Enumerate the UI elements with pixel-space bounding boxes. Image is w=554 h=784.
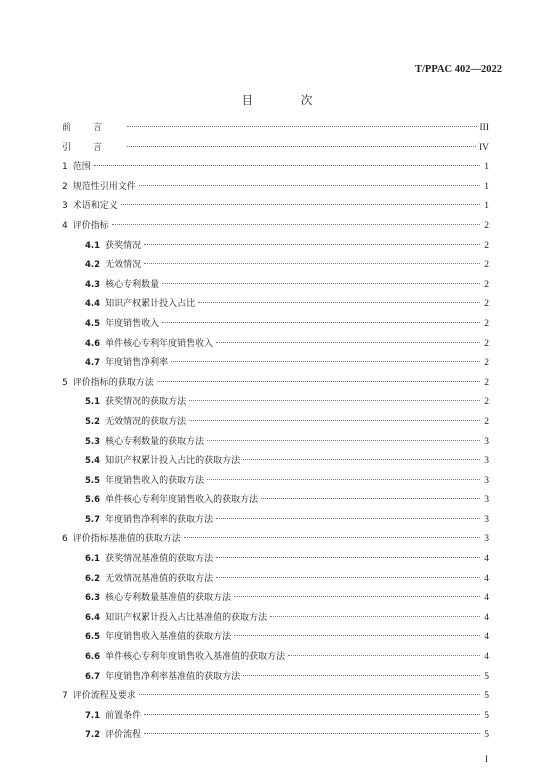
toc-entry-label: 无效情况基准值的获取方法 <box>105 573 214 584</box>
dot-leader <box>139 693 480 695</box>
toc-entry-number: 6.4 <box>85 612 101 623</box>
toc-entry-number: 5.3 <box>85 436 101 447</box>
toc-entry-page: 2 <box>484 416 489 427</box>
table-of-contents <box>62 119 489 746</box>
toc-entry-number: 7.2 <box>85 730 101 741</box>
toc-entry[interactable] <box>62 648 489 668</box>
toc-entry[interactable] <box>62 726 489 746</box>
toc-entry-number: 3 <box>62 201 68 212</box>
toc-entry[interactable] <box>62 139 489 159</box>
dot-leader <box>216 576 480 578</box>
toc-entry[interactable] <box>62 374 489 394</box>
toc-entry-label: 单件核心专利年度销售收入 <box>105 338 214 349</box>
toc-entry[interactable] <box>62 315 489 335</box>
toc-entry[interactable] <box>62 609 489 629</box>
toc-entry-label: 知识产权累计投入占比 <box>105 299 196 310</box>
toc-entry-page: 5 <box>484 691 489 702</box>
dot-leader <box>171 360 480 362</box>
toc-entry-label: 前置条件 <box>105 710 142 721</box>
dot-leader <box>270 615 480 617</box>
toc-entry[interactable] <box>62 217 489 237</box>
toc-entry-number: 4 <box>62 220 68 231</box>
toc-entry[interactable] <box>62 707 489 727</box>
toc-entry-label: 规范性引用文件 <box>72 181 136 192</box>
toc-entry-label: 术语和定义 <box>72 201 118 212</box>
toc-entry[interactable] <box>62 472 489 492</box>
toc-entry-label: 获奖情况基准值的获取方法 <box>105 554 214 565</box>
dot-leader <box>243 458 480 460</box>
toc-entry[interactable] <box>62 295 489 315</box>
toc-entry-page: 2 <box>484 338 489 349</box>
dot-leader <box>216 341 480 343</box>
toc-entry-label: 评价指标 <box>72 220 109 231</box>
toc-entry-number: 4.6 <box>85 338 101 349</box>
dot-leader <box>207 478 480 480</box>
toc-entry-label: 知识产权累计投入占比基准值的获取方法 <box>105 612 268 623</box>
toc-entry-number: 2 <box>62 181 68 192</box>
toc-entry-label: 评价指标基准值的获取方法 <box>72 534 181 545</box>
toc-entry[interactable] <box>62 119 489 139</box>
toc-entry[interactable] <box>62 628 489 648</box>
toc-entry-number: 6.7 <box>85 671 101 682</box>
dot-leader <box>189 419 480 421</box>
toc-entry-page: 4 <box>484 632 489 643</box>
toc-entry-label: 年度销售净利率基准值的获取方法 <box>105 671 241 682</box>
toc-entry-label: 年度销售收入的获取方法 <box>105 475 205 486</box>
toc-title: 目 次 <box>241 93 335 107</box>
toc-entry-page: 2 <box>484 240 489 251</box>
dot-leader <box>189 399 480 401</box>
toc-entry-page: 2 <box>484 220 489 231</box>
toc-entry-number: 5.7 <box>85 514 101 525</box>
toc-entry-number: 4.2 <box>85 260 101 271</box>
dot-leader <box>198 301 480 303</box>
toc-entry-page: 3 <box>484 475 489 486</box>
toc-entry[interactable] <box>62 530 489 550</box>
toc-entry-label: 无效情况的获取方法 <box>105 416 187 427</box>
toc-entry-number: 6 <box>62 534 68 545</box>
toc-entry-label: 单件核心专利年度销售收入的获取方法 <box>105 495 259 506</box>
toc-entry-label: 评价流程及要求 <box>72 691 136 702</box>
dot-leader <box>261 497 480 499</box>
toc-entry-page: 2 <box>484 397 489 408</box>
toc-entry-page: 3 <box>484 514 489 525</box>
document-code: T/PPAC 402—2022 <box>414 64 502 75</box>
toc-entry[interactable] <box>62 256 489 276</box>
toc-entry-number: 7 <box>62 691 68 702</box>
toc-entry[interactable] <box>62 687 489 707</box>
toc-entry[interactable] <box>62 550 489 570</box>
dot-leader <box>234 634 480 636</box>
toc-entry-label: 无效情况 <box>105 260 142 271</box>
toc-entry-label: 年度销售净利率的获取方法 <box>105 514 214 525</box>
dot-leader <box>139 184 480 186</box>
toc-entry-number: 4.1 <box>85 240 101 251</box>
dot-leader <box>162 282 480 284</box>
toc-entry-page: 2 <box>484 279 489 290</box>
toc-entry-number: 4.5 <box>85 318 101 329</box>
dot-leader <box>216 556 480 558</box>
toc-entry-page: 3 <box>484 534 489 545</box>
toc-entry-label: 前言 <box>62 123 125 133</box>
toc-entry[interactable] <box>62 511 489 531</box>
toc-entry[interactable] <box>62 393 489 413</box>
toc-entry-page: 2 <box>484 377 489 388</box>
toc-entry-page: 3 <box>484 436 489 447</box>
toc-entry-label: 年度销售收入 <box>105 318 160 329</box>
dot-leader <box>288 654 480 656</box>
dot-leader <box>207 439 480 441</box>
toc-entry[interactable] <box>62 433 489 453</box>
toc-entry-page: 2 <box>484 299 489 310</box>
toc-entry[interactable] <box>62 197 489 217</box>
toc-entry-page: 2 <box>484 318 489 329</box>
toc-entry-page: 1 <box>484 181 489 192</box>
dot-leader <box>234 595 480 597</box>
toc-entry-number: 4.4 <box>85 299 101 310</box>
toc-entry[interactable] <box>62 237 489 257</box>
toc-entry-number: 4.3 <box>85 279 101 290</box>
toc-entry-page: 1 <box>484 162 489 173</box>
toc-entry-page: 2 <box>484 260 489 271</box>
toc-entry-page: 5 <box>484 671 489 682</box>
toc-entry-page: 4 <box>484 573 489 584</box>
toc-entry-label: 获奖情况的获取方法 <box>105 397 187 408</box>
toc-entry-page: 3 <box>484 495 489 506</box>
toc-entry-page: IV <box>478 142 489 153</box>
dot-leader <box>184 536 480 538</box>
dot-leader <box>121 203 480 205</box>
toc-entry-page: 5 <box>484 710 489 721</box>
toc-entry-number: 5.4 <box>85 456 101 467</box>
toc-entry-label: 知识产权累计投入占比的获取方法 <box>105 456 241 467</box>
toc-entry-page: 4 <box>484 612 489 623</box>
toc-entry[interactable] <box>62 413 489 433</box>
toc-entry-number: 5.2 <box>85 416 101 427</box>
toc-entry-page: 2 <box>484 358 489 369</box>
dot-leader <box>94 164 480 166</box>
toc-entry-label: 年度销售收入基准值的获取方法 <box>105 632 232 643</box>
toc-entry-label: 引言 <box>62 142 125 153</box>
toc-entry[interactable] <box>62 276 489 296</box>
toc-entry-page: 3 <box>484 456 489 467</box>
toc-entry[interactable] <box>62 589 489 609</box>
toc-entry-page: 5 <box>484 730 489 741</box>
toc-entry-label: 核心专利数量的获取方法 <box>105 436 205 447</box>
toc-entry-number: 5.1 <box>85 397 101 408</box>
dot-leader <box>112 223 480 225</box>
toc-entry-number: 4.7 <box>85 358 101 369</box>
toc-entry[interactable] <box>62 178 489 198</box>
toc-entry-page: III <box>479 123 489 133</box>
toc-entry[interactable] <box>62 158 489 178</box>
toc-entry-number: 6.3 <box>85 593 101 604</box>
toc-entry-number: 1 <box>62 162 68 173</box>
toc-entry-number: 5.5 <box>85 475 101 486</box>
toc-entry[interactable] <box>62 354 489 374</box>
toc-entry-label: 范围 <box>72 162 91 173</box>
toc-entry-number: 6.2 <box>85 573 101 584</box>
dot-leader <box>144 243 480 245</box>
toc-entry-label: 核心专利数量 <box>105 279 160 290</box>
toc-entry-page: 4 <box>484 554 489 565</box>
dot-leader <box>157 380 480 382</box>
toc-entry-number: 6.6 <box>85 652 101 663</box>
dot-leader <box>216 517 480 519</box>
toc-entry-label: 核心专利数量基准值的获取方法 <box>105 593 232 604</box>
toc-entry[interactable] <box>62 491 489 511</box>
toc-entry[interactable] <box>62 335 489 355</box>
toc-entry-page: 1 <box>484 201 489 212</box>
dot-leader <box>162 321 480 323</box>
toc-entry-label: 评价流程 <box>105 730 142 741</box>
page-number: I <box>485 754 488 764</box>
toc-entry[interactable] <box>62 668 489 688</box>
toc-entry-page: 4 <box>484 593 489 604</box>
dot-leader <box>144 732 480 734</box>
toc-entry-number: 6.1 <box>85 554 101 565</box>
dot-leader <box>127 125 476 127</box>
toc-entry-number: 5 <box>62 377 68 388</box>
toc-entry-label: 评价指标的获取方法 <box>72 377 154 388</box>
toc-entry-number: 6.5 <box>85 632 101 643</box>
toc-entry[interactable] <box>62 452 489 472</box>
toc-entry-label: 获奖情况 <box>105 240 142 251</box>
toc-entry-number: 7.1 <box>85 710 101 721</box>
toc-entry-page: 4 <box>484 652 489 663</box>
toc-entry-label: 年度销售净利率 <box>105 358 169 369</box>
toc-entry-label: 单件核心专利年度销售收入基准值的获取方法 <box>105 652 286 663</box>
toc-entry[interactable] <box>62 570 489 590</box>
dot-leader <box>243 674 480 676</box>
toc-entry-number: 5.6 <box>85 495 101 506</box>
dot-leader <box>144 713 480 715</box>
dot-leader <box>144 262 480 264</box>
dot-leader <box>127 145 476 147</box>
